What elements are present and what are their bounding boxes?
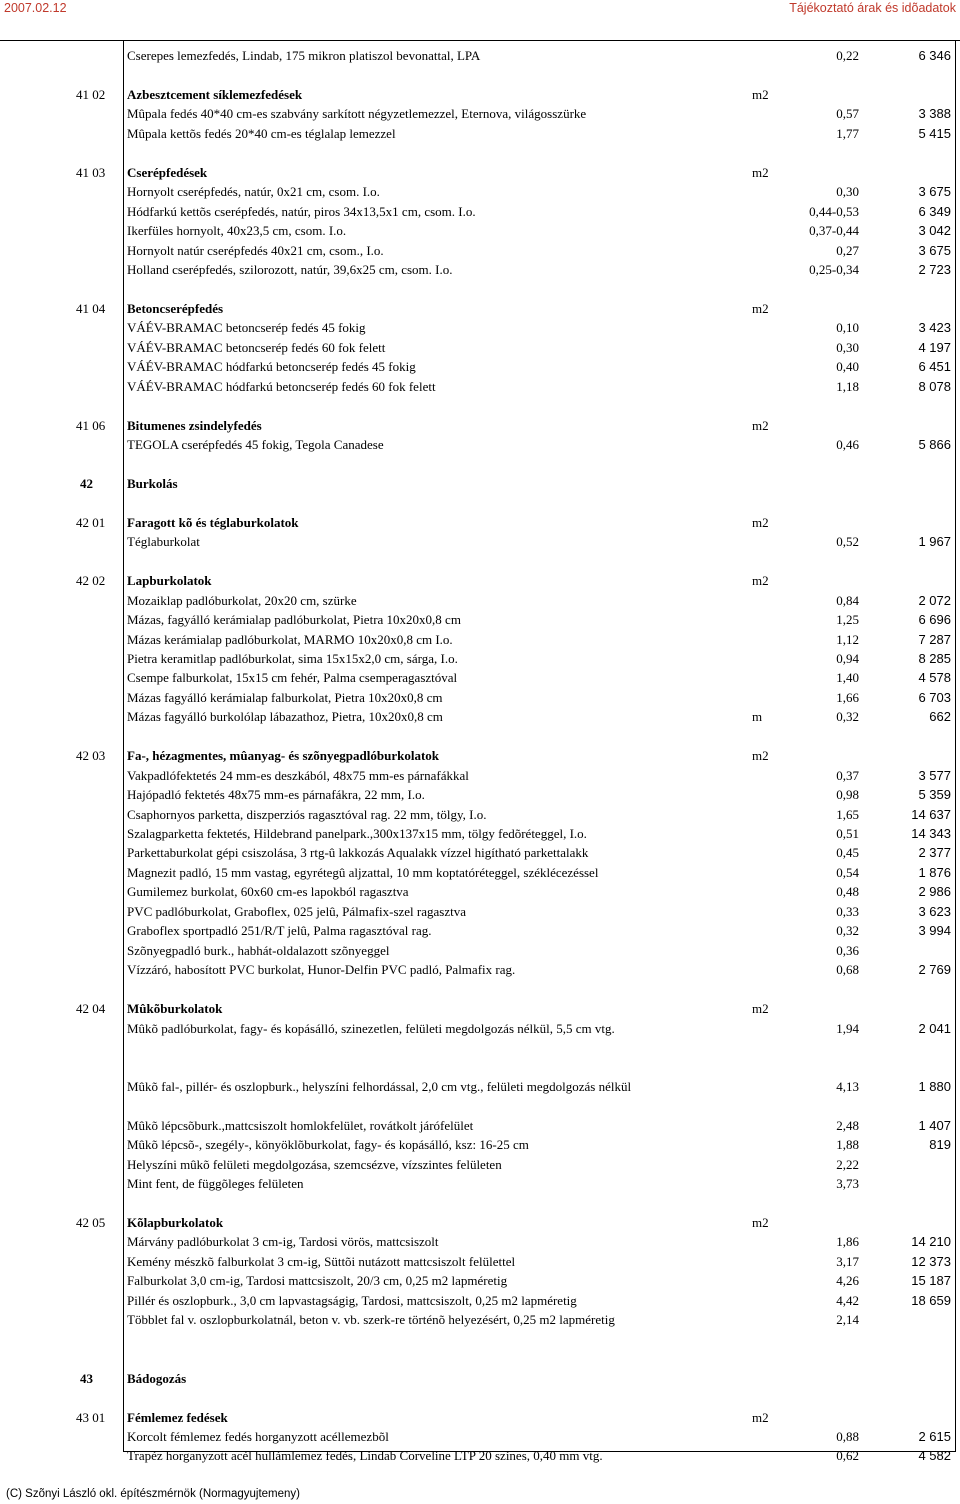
section-heading-row	[0, 418, 960, 437]
table-row	[0, 48, 960, 67]
row-quantity: 3,17	[836, 1253, 859, 1269]
row-description: Helyszíni mûkõ felületi megdolgozása, szemcsézve, vízszintes felületen	[127, 1156, 502, 1172]
table-row	[0, 787, 960, 806]
row-price: 14 210	[911, 1234, 951, 1250]
row-code: 42 01	[76, 514, 106, 530]
section-heading-row	[0, 515, 960, 534]
top-border	[0, 40, 960, 41]
row-description: Falburkolat 3,0 cm-ig, Tardosi mattcsiszolt, 20/3 cm, 0,25 m2 lapméretig	[127, 1273, 508, 1289]
row-description: Holland cserépfedés, szilorozott, natúr, 39,6x25 cm, csom. I.o.	[127, 261, 453, 277]
row-quantity: 2,14	[836, 1312, 859, 1328]
row-description: Mozaiklap padlóburkolat, 20x20 cm, szürke	[127, 592, 357, 608]
table-row	[0, 826, 960, 845]
table-row	[0, 1448, 960, 1467]
row-price: 1 407	[918, 1117, 951, 1133]
row-quantity: 1,86	[836, 1234, 859, 1250]
row-unit: m2	[752, 417, 769, 433]
row-quantity: 0,40	[836, 359, 859, 375]
row-price: 2 723	[918, 261, 951, 277]
table-row	[0, 1137, 960, 1156]
row-quantity: 2,48	[836, 1117, 859, 1133]
header-title: Tájékoztató árak és idõadatok	[789, 1, 956, 15]
row-price: 1 967	[918, 534, 951, 550]
row-price: 12 373	[911, 1253, 951, 1269]
row-description: Szõnyegpadló burk., habhát-oldalazott szõnyeggel	[127, 942, 390, 958]
table-row	[0, 223, 960, 242]
row-price: 819	[929, 1137, 951, 1153]
row-description: VÁÉV-BRAMAC hódfarkú betoncserép fedés 45 fokig	[127, 359, 416, 375]
header-date: 2007.02.12	[4, 1, 67, 15]
row-description: Mûpala kettõs fedés 20*40 cm-es téglalap lemezzel	[127, 125, 396, 141]
row-price: 3 675	[918, 184, 951, 200]
row-quantity: 0,48	[836, 884, 859, 900]
row-description: Korcolt fémlemez fedés horganyzott acéllemezbõl	[127, 1428, 389, 1444]
row-description: Cserepes lemezfedés, Lindab, 175 mikron platiszol bevonattal, LPA	[127, 48, 481, 63]
row-unit: m2	[752, 573, 769, 589]
row-description: Ikerfüles hornyolt, 40x23,5 cm, csom. I.o.	[127, 223, 347, 239]
row-description: Kõlapburkolatok	[127, 1215, 224, 1230]
row-code: 41 06	[76, 417, 106, 433]
table-row	[0, 320, 960, 339]
row-price: 3 042	[918, 223, 951, 239]
row-description: PVC padlóburkolat, Graboflex, 025 jelû, Pálmafix-szel ragasztva	[127, 903, 466, 919]
row-description: VÁÉV-BRAMAC betoncserép fedés 60 fok felett	[127, 339, 386, 355]
row-description: Téglaburkolat	[127, 534, 200, 550]
table-row	[0, 1273, 960, 1292]
row-quantity: 0,30	[836, 339, 859, 355]
row-description: Hornyolt cserépfedés, natúr, 0x21 cm, csom. I.o.	[127, 184, 380, 200]
row-price: 14 343	[911, 826, 951, 841]
row-code: 41 02	[76, 86, 106, 102]
table-row	[0, 1429, 960, 1448]
row-price: 1 876	[918, 864, 951, 880]
table-row	[0, 184, 960, 203]
row-unit: m2	[752, 1215, 769, 1230]
row-price: 6 696	[918, 612, 951, 628]
row-description: Gumilemez burkolat, 60x60 cm-es lapokból ragasztva	[127, 884, 409, 900]
table-row	[0, 690, 960, 709]
row-quantity: 1,25	[836, 612, 859, 628]
row-quantity: 0,33	[836, 903, 859, 919]
row-description: Pietra keramitlap padlóburkolat, sima 15x15x2,0 cm, sárga, I.o.	[127, 650, 458, 666]
section-heading-row	[0, 1410, 960, 1429]
section-heading-row	[0, 573, 960, 592]
row-quantity: 0,44-0,53	[809, 203, 859, 219]
section-heading-row	[0, 87, 960, 106]
row-description: Mázas fagyálló kerámialap falburkolat, Pietra 10x20x0,8 cm	[127, 689, 443, 705]
row-description: Faragott kõ és téglaburkolatok	[127, 514, 299, 530]
row-description: Mûkõ lépcsõburk.,mattcsiszolt homlokfelület, rovátkolt járófelület	[127, 1117, 474, 1133]
row-price: 6 451	[918, 359, 951, 375]
row-price: 4 582	[918, 1448, 951, 1464]
row-description: Lapburkolatok	[127, 573, 212, 589]
row-price: 8 078	[918, 378, 951, 394]
table-row	[0, 1312, 960, 1331]
row-quantity: 0,30	[836, 184, 859, 200]
table-row	[0, 534, 960, 553]
table-row	[0, 593, 960, 612]
row-price: 3 423	[918, 320, 951, 336]
table-row	[0, 126, 960, 145]
row-quantity: 0,27	[836, 242, 859, 258]
group-heading-row	[0, 476, 960, 495]
row-quantity: 4,13	[836, 1078, 859, 1094]
row-quantity: 1,94	[836, 1020, 859, 1036]
table-row	[0, 359, 960, 378]
table-row	[0, 1254, 960, 1273]
row-quantity: 0,10	[836, 320, 859, 336]
row-quantity: 0,36	[836, 942, 859, 958]
row-price: 662	[929, 709, 951, 725]
row-description: Graboflex sportpadló 251/R/T jelû, Palma ragasztóval rag.	[127, 923, 432, 939]
row-description: Mûkõ padlóburkolat, fagy- és kopásálló, szinezetlen, felületi megdolgozás nélkül, 5,5 cm vtg.	[127, 1020, 615, 1036]
table-row	[0, 884, 960, 903]
row-unit: m2	[752, 1409, 769, 1425]
row-quantity: 2,22	[836, 1156, 859, 1172]
row-description: Mázas fagyálló burkolólap lábazathoz, Pietra, 10x20x0,8 cm	[127, 709, 443, 725]
row-description: Bitumenes zsindelyfedés	[127, 417, 262, 433]
table-row	[0, 106, 960, 125]
row-description: Mázas, fagyálló kerámialap padlóburkolat, Pietra 10x20x0,8 cm	[127, 612, 461, 628]
table-row	[0, 962, 960, 981]
row-quantity: 0,51	[836, 826, 859, 841]
row-price: 2 041	[918, 1020, 951, 1036]
row-description: Fémlemez fedések	[127, 1409, 228, 1425]
row-description: VÁÉV-BRAMAC betoncserép fedés 45 fokig	[127, 320, 366, 336]
row-description: Csempe falburkolat, 15x15 cm fehér, Palma csemperagasztóval	[127, 670, 458, 686]
row-description: TEGOLA cserépfedés 45 fokig, Tegola Canadese	[127, 437, 384, 452]
row-description: Trapéz horganyzott acél hullámlemez fedés, Lindab Corveline LTP 20 színes, 0,40 mm vtg.	[127, 1448, 603, 1464]
row-price: 18 659	[911, 1292, 951, 1308]
row-quantity: 4,26	[836, 1273, 859, 1289]
table-row	[0, 807, 960, 826]
row-description: Mûkõ lépcsõ-, szegély-, könyöklõburkolat, fagy- és kopásálló, ksz: 16-25 cm	[127, 1137, 529, 1153]
row-price: 3 675	[918, 242, 951, 258]
row-price: 4 578	[918, 670, 951, 686]
row-price: 3 623	[918, 903, 951, 919]
row-price: 14 637	[911, 806, 951, 822]
row-description: Hornyolt natúr cserépfedés 40x21 cm, csom., I.o.	[127, 242, 384, 258]
table-row	[0, 651, 960, 670]
row-description: Vízzáró, habosított PVC burkolat, Hunor-Delfin PVC padló, Palmafix rag.	[127, 962, 516, 978]
table-row	[0, 379, 960, 398]
row-quantity: 0,37-0,44	[809, 223, 859, 239]
row-price: 5 359	[918, 787, 951, 803]
table-row	[0, 709, 960, 728]
row-quantity: 0,57	[836, 106, 859, 122]
row-description: Mint fent, de függõleges felületen	[127, 1176, 304, 1192]
row-description: Pillér és oszlopburk., 3,0 cm lapvastagságig, Tardosi, mattcsiszolt, 0,25 m2 lapméretig	[127, 1292, 577, 1308]
row-price: 6 349	[918, 203, 951, 219]
section-heading-row	[0, 748, 960, 767]
footer-copyright: (C) Szõnyi László okl. építészmérnök (Normagyujtemeny)	[6, 1488, 300, 1500]
row-quantity: 0,37	[836, 767, 859, 783]
table-row	[0, 1176, 960, 1195]
row-quantity: 0,84	[836, 592, 859, 608]
row-description: Parkettaburkolat gépi csiszolása, 3 rtg-û lakkozás Aqualakk vízzel higítható parkettalakk	[127, 845, 589, 861]
table-row	[0, 845, 960, 864]
row-description: Mûkõburkolatok	[127, 1001, 223, 1017]
row-quantity: 1,77	[836, 125, 859, 141]
row-code: 42 03	[76, 748, 106, 764]
row-unit: m	[752, 709, 763, 725]
table-row	[0, 243, 960, 262]
row-price: 7 287	[918, 631, 951, 647]
row-description: Betoncserépfedés	[127, 300, 224, 316]
row-quantity: 1,40	[836, 670, 859, 686]
row-description: Kemény mészkõ falburkolat 3 cm-ig, Süttõi nutázott mattcsiszolt felülettel	[127, 1253, 516, 1269]
row-quantity: 0,25-0,34	[809, 261, 859, 277]
row-description: Fa-, hézagmentes, mûanyag- és szõnyegpadlóburkolatok	[127, 748, 440, 764]
row-description: Többlet fal v. oszlopburkolatnál, beton v. vb. szerk-re történõ helyezésért, 0,25 m2 lapméretig	[127, 1312, 615, 1328]
table-row	[0, 1293, 960, 1312]
row-price: 2 377	[918, 845, 951, 861]
row-unit: m2	[752, 86, 769, 102]
row-price: 8 285	[918, 650, 951, 666]
table-row	[0, 768, 960, 787]
row-quantity: 0,68	[836, 962, 859, 978]
row-quantity: 0,88	[836, 1428, 859, 1444]
row-description: Azbesztcement síklemezfedések	[127, 86, 303, 102]
row-price: 4 197	[918, 339, 951, 355]
row-quantity: 4,42	[836, 1292, 859, 1308]
row-price: 2 615	[918, 1428, 951, 1444]
table-row	[0, 670, 960, 689]
row-code: 42	[80, 475, 93, 491]
row-description: VÁÉV-BRAMAC hódfarkú betoncserép fedés 60 fok felett	[127, 378, 436, 394]
row-unit: m2	[752, 1001, 769, 1017]
row-description: Burkolás	[127, 475, 178, 491]
row-quantity: 1,18	[836, 378, 859, 394]
row-description: Cserépfedések	[127, 164, 208, 180]
table-row	[0, 904, 960, 923]
table-row	[0, 1021, 960, 1040]
row-unit: m2	[752, 164, 769, 180]
row-quantity: 0,45	[836, 845, 859, 861]
row-code: 41 04	[76, 300, 106, 316]
row-description: Csaphornyos parketta, diszperziós ragasztóval rag. 22 mm, tölgy, I.o.	[127, 806, 487, 822]
row-code: 43 01	[76, 1409, 106, 1425]
table-row	[0, 943, 960, 962]
table-row	[0, 1234, 960, 1253]
row-description: Bádogozás	[127, 1370, 187, 1386]
row-quantity: 0,62	[836, 1448, 859, 1464]
section-heading-row	[0, 301, 960, 320]
row-description: Mázas kerámialap padlóburkolat, MARMO 10x20x0,8 cm I.o.	[127, 631, 453, 647]
row-price: 3 994	[918, 923, 951, 939]
row-description: Szalagparketta fektetés, Hildebrand panelpark.,300x137x15 mm, tölgy fedõréteggel, I.o.	[127, 826, 587, 841]
row-quantity: 1,66	[836, 689, 859, 705]
row-quantity: 0,46	[836, 437, 859, 452]
row-price: 2 072	[918, 592, 951, 608]
row-quantity: 1,65	[836, 806, 859, 822]
row-quantity: 0,32	[836, 923, 859, 939]
row-unit: m2	[752, 514, 769, 530]
row-code: 42 04	[76, 1001, 106, 1017]
row-price: 15 187	[911, 1273, 951, 1289]
section-heading-row	[0, 1001, 960, 1020]
row-quantity: 0,22	[836, 48, 859, 63]
row-quantity: 1,88	[836, 1137, 859, 1153]
row-description: Vakpadlófektetés 24 mm-es deszkából, 48x75 mm-es párnafákkal	[127, 767, 469, 783]
row-description: Hódfarkú kettõs cserépfedés, natúr, piros 34x13,5x1 cm, csom. I.o.	[127, 203, 476, 219]
table-row	[0, 204, 960, 223]
group-heading-row	[0, 1371, 960, 1390]
row-description: Magnezit padló, 15 mm vastag, egyrétegû aljzattal, 10 mm koptatóréteggel, széklécezéssel	[127, 864, 599, 880]
row-price: 2 986	[918, 884, 951, 900]
row-description: Mûkõ fal-, pillér- és oszlopburk., helyszíni felhordással, 2,0 cm vtg., felületi megdolgozás nélkül	[127, 1078, 632, 1094]
row-price: 5 415	[918, 125, 951, 141]
row-price: 6 703	[918, 689, 951, 705]
row-unit: m2	[752, 748, 769, 764]
row-quantity: 0,54	[836, 864, 859, 880]
table-row	[0, 1157, 960, 1176]
row-unit: m2	[752, 300, 769, 316]
row-price: 3 577	[918, 767, 951, 783]
table-row	[0, 632, 960, 651]
row-quantity: 3,73	[836, 1176, 859, 1192]
row-code: 42 05	[76, 1215, 106, 1230]
table-row	[0, 340, 960, 359]
row-price: 1 880	[918, 1078, 951, 1094]
row-price: 3 388	[918, 106, 951, 122]
row-description: Márvány padlóburkolat 3 cm-ig, Tardosi vörös, mattcsiszolt	[127, 1234, 439, 1250]
row-price: 5 866	[918, 437, 951, 452]
table-row	[0, 437, 960, 456]
table-row	[0, 865, 960, 884]
table-row	[0, 1118, 960, 1137]
row-quantity: 0,52	[836, 534, 859, 550]
row-price: 2 769	[918, 962, 951, 978]
row-description: Hajópadló fektetés 48x75 mm-es párnafákra, 22 mm, I.o.	[127, 787, 425, 803]
row-quantity: 0,98	[836, 787, 859, 803]
table-row	[0, 262, 960, 281]
row-quantity: 0,94	[836, 650, 859, 666]
table-row	[0, 1079, 960, 1098]
table-row	[0, 923, 960, 942]
row-quantity: 1,12	[836, 631, 859, 647]
section-heading-row	[0, 165, 960, 184]
table-row	[0, 612, 960, 631]
section-heading-row	[0, 1215, 960, 1234]
row-description: Mûpala fedés 40*40 cm-es szabvány sarkított négyzetlemezzel, Eternova, világosszürke	[127, 106, 587, 122]
row-code: 43	[80, 1370, 93, 1386]
row-price: 6 346	[918, 48, 951, 63]
row-quantity: 0,32	[836, 709, 859, 725]
page-header	[0, 0, 960, 18]
row-code: 42 02	[76, 573, 106, 589]
row-code: 41 03	[76, 164, 106, 180]
